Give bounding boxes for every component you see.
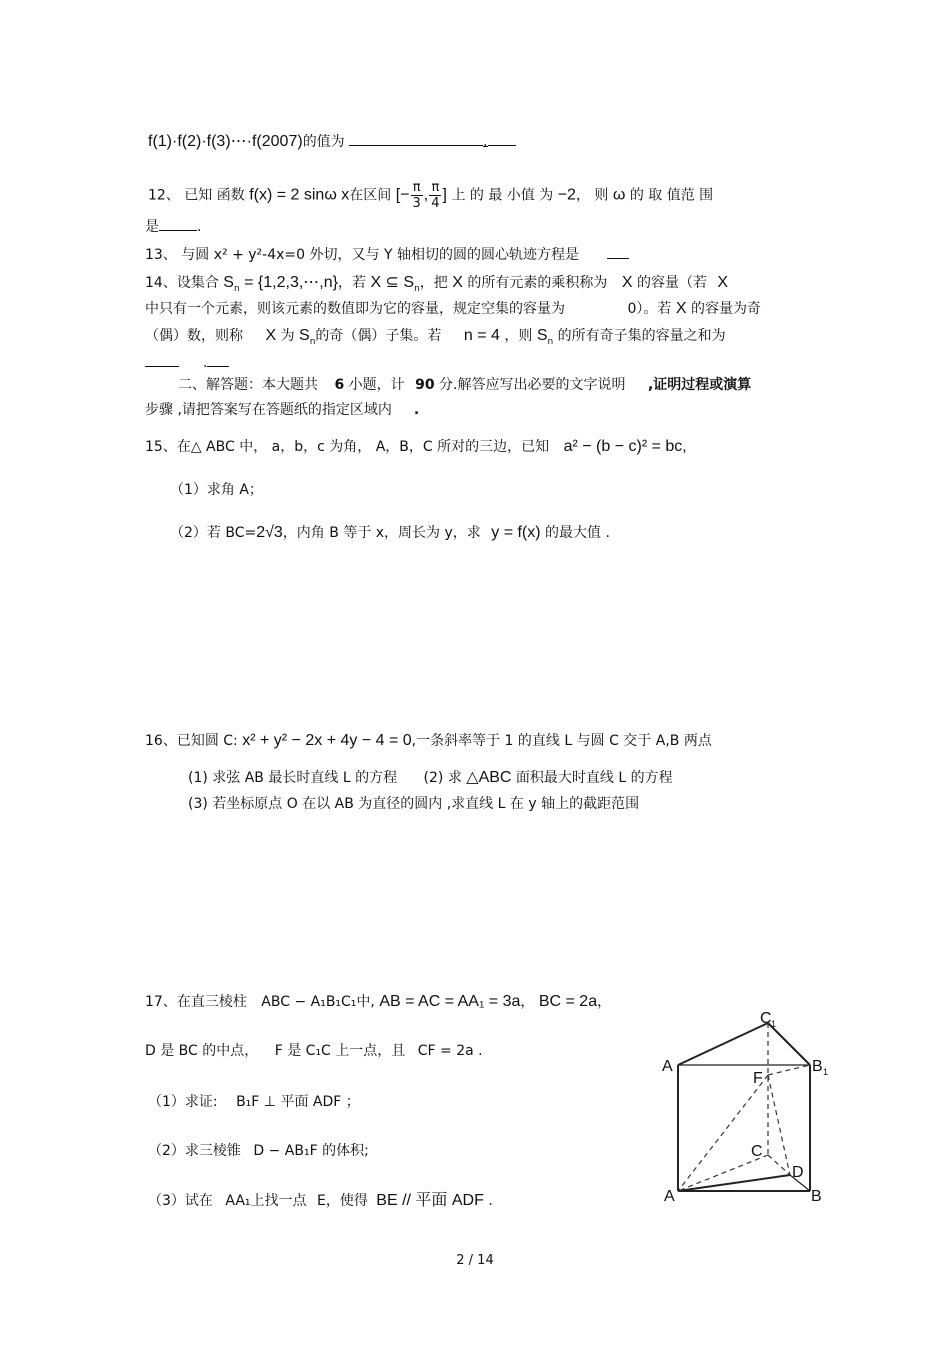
label-A: A <box>664 1188 675 1205</box>
p12-answer-blank <box>159 216 197 231</box>
p12-line1: 12、 已知 函数 f(x) = 2 sinω x在区间 [− $\frac{\pi}{3}$ , $\frac{\pi}{4}$ ] 上 的 最 小值 为 −2， 则 ω 的 取 值范 围 <box>148 180 714 211</box>
p15-stem: 15、在△ ABC 中， a，b，c 为角， A，B，C 所对的三边，已知 a² − (b − c)² = bc, <box>145 438 687 455</box>
p16-q3: (3) 若坐标原点 O 在以 AB 为直径的圆内 ,求直线 L 在 y 轴上的截距范围 <box>188 796 640 812</box>
p17-stem: 17、在直三棱柱 ABC − A₁B₁C₁中, AB = AC = AA₁ = 3a， BC = 2a， <box>145 993 612 1010</box>
label-D: D <box>792 1164 804 1181</box>
p14-set: = {1,2,3,⋯,n} <box>244 274 338 291</box>
page-number: 2 / 14 <box>456 1253 494 1268</box>
p12-frac2: $\frac{\pi}{4}$ <box>431 180 440 211</box>
p12-line2: 是 . <box>145 216 201 237</box>
section-2-header: 二、解答题：本大题共 6 小题，计 90 分.解答应写出必要的文字说明 ,证明过程或演算 <box>178 377 752 393</box>
label-F: F <box>753 1070 763 1087</box>
edge-A1C1 <box>678 1023 768 1065</box>
p15-q1: （1）求角 A； <box>170 482 263 498</box>
p14-line3: （偶）数，则称 X 为 $S_n$的奇（偶）子集。若 n = 4 ，则 $S_n$ 的所有奇子集的容量之和为 <box>145 327 726 347</box>
p15-equation: a² − (b − c)² = bc, <box>563 438 687 455</box>
edge-FD <box>768 1075 790 1175</box>
p13-circle-eq: x² + y²-4x=0 <box>213 247 306 263</box>
edge-C1B1 <box>768 1023 810 1065</box>
section-2-header-line2: 步骤 ,请把答案写在答题纸的指定区域内 . <box>145 402 420 418</box>
p17-q2: （2）求三棱锥 D − AB₁F 的体积; <box>148 1143 369 1159</box>
p14-line1: 14、设集合 $S_n$ = {1,2,3,⋯,n}，若 X ⊆ $S_n$，把 X 的所有元素的乘积称为 X 的容量（若 X <box>145 274 729 294</box>
label-B: B <box>811 1188 822 1205</box>
label-B1: B <box>812 1058 823 1075</box>
label-C: C <box>751 1143 763 1160</box>
p11-line <box>148 131 516 152</box>
p16-circle-eq: x² + y² − 2x + 4y − 4 = 0 <box>242 732 412 749</box>
p11-dot: . <box>483 134 488 150</box>
p17-q1: （1）求证: B₁F ⊥ 平面 ADF ； <box>148 1094 360 1110</box>
p17-line2: D 是 BC 的中点， F 是 C₁C 上一点，且 CF = 2a . <box>145 1043 483 1059</box>
p12-frac1: $\frac{\pi}{3}$ <box>412 180 421 211</box>
p13-line: 13、 与圆 x² + y²-4x=0 外切，又与 Y 轴相切的圆的圆心轨迹方程是 <box>145 244 629 265</box>
p11-tail: 的值为 <box>302 134 345 150</box>
label-C1: C <box>760 1010 772 1027</box>
p11-answer-blank <box>349 131 483 146</box>
p14-line2: 中只有一个元素，则该元素的数值即为它的容量，规定空集的容量为 0）。若 X 的容量为奇 <box>145 300 761 317</box>
label-A1: A <box>662 1058 673 1075</box>
p12-function: f(x) = 2 sinω x <box>249 186 350 204</box>
edge-AD <box>678 1175 790 1191</box>
p15-q2: （2）若 BC=2√3，内角 B 等于 x，周长为 y，求 y = f(x) 的最大值 . <box>170 524 610 541</box>
edge-FB1 <box>768 1065 810 1075</box>
svg-text:1: 1 <box>771 1019 777 1029</box>
p11-expr: f(1)·f(2)·f(3)⋯·f(2007) <box>148 133 303 150</box>
p13-answer-blank <box>607 244 629 259</box>
p16-stem: 16、已知圆 C: x² + y² − 2x + 4y − 4 = 0,一条斜率等于 1 的直线 L 与圆 C 交于 A,B 两点 <box>145 732 712 749</box>
prism-figure <box>650 1005 840 1215</box>
edge-CA <box>678 1155 768 1191</box>
p14-line4: . <box>145 352 229 373</box>
p14-answer-blank <box>145 352 179 367</box>
p16-q1-q2: (1) 求弦 AB 最长时直线 L 的方程 (2) 求 △ABC 面积最大时直线 L 的方程 <box>188 769 673 786</box>
svg-text:1: 1 <box>823 1067 829 1077</box>
p17-q3: （3）试在 AA₁上找一点 E，使得 BE // 平面 ADF . <box>148 1192 493 1209</box>
